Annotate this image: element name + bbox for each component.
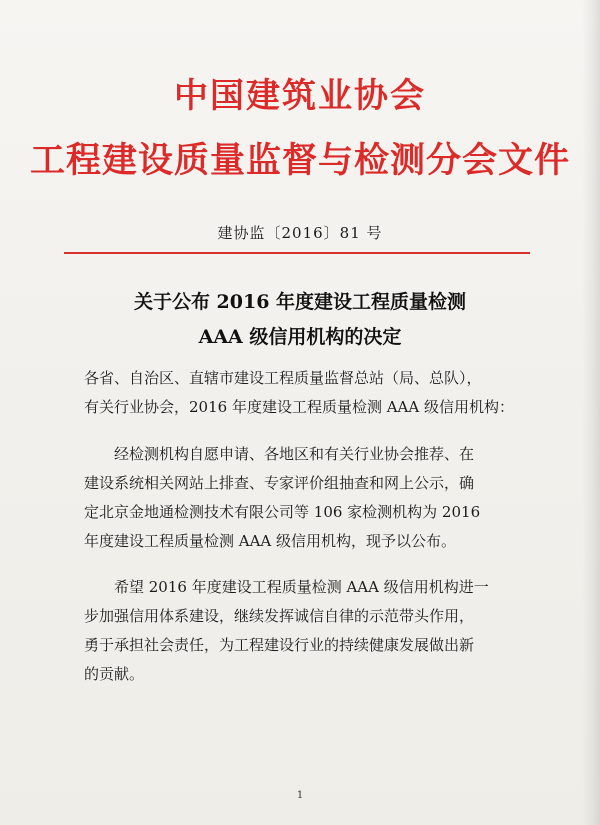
issuer-title-line1: 中国建筑业协会	[174, 76, 426, 116]
paragraph-line: 经检测机构自愿申请、各地区和有关行业协会推荐、在	[114, 445, 475, 463]
salutation-line: 各省、自治区、直辖市建设工程质量监督总站（局、总队），	[84, 369, 482, 387]
page-number: 1	[296, 790, 304, 801]
document-heading-line2: AAA 级信用机构的决定	[198, 326, 402, 348]
paragraph-line: 步加强信用体系建设，继续发挥诚信自律的示范带头作用，	[84, 607, 475, 625]
paragraph-line: 希望 2016 年度建设工程质量检测 AAA 级信用机构进一	[114, 578, 489, 596]
body-paragraph-2	[84, 573, 524, 689]
issuer-title-line2: 工程建设质量监督与检测分会文件	[29, 141, 570, 181]
document-heading-line1: 关于公布 2016 年度建设工程质量检测	[133, 291, 467, 313]
salutation	[84, 364, 524, 422]
red-divider-line	[64, 252, 530, 254]
salutation-line: 有关行业协会，2016 年度建设工程质量检测 AAA 级信用机构：	[84, 398, 514, 416]
paragraph-line: 建设系统相关网站上排查、专家评价组抽查和网上公示，确	[84, 474, 475, 492]
paragraph-line: 的贡献。	[84, 665, 145, 683]
page-edge-shadow	[582, 0, 600, 825]
body-paragraph-1	[84, 440, 524, 556]
paragraph-line: 定北京金地通检测技术有限公司等 106 家检测机构为 2016	[84, 503, 481, 521]
paragraph-line: 勇于承担社会责任，为工程建设行业的持续健康发展做出新	[84, 636, 475, 654]
document-number: 建协监〔2016〕81 号	[217, 224, 383, 242]
paragraph-line: 年度建设工程质量检测 AAA 级信用机构，现予以公布。	[84, 532, 457, 550]
